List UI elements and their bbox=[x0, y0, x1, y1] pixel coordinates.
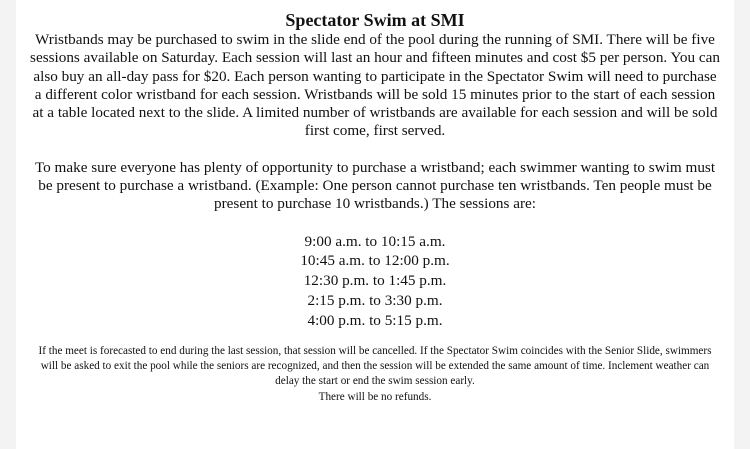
purchase-rules-paragraph: To make sure everyone has plenty of opportunity to purchase a wristband; each swimmer wanting to swim must be present to purchase a wristband. (Example: One person cannot purchase ten wristbands. Ten people must be present to purchase 10 wristbands.) The sessions are: bbox=[34, 158, 716, 213]
session-time: 2:15 p.m. to 3:30 p.m. bbox=[307, 292, 443, 310]
footnote bbox=[30, 344, 720, 406]
wristband-intro-paragraph: Wristbands may be purchased to swim in the slide end of the pool during the running of SMI. There will be five sessions available on Saturday. Each session will last an hour and fifteen minutes and cost $5 per person. You can also buy an all-day pass for $20. Each person wanting to participate in the Spectator Swim will need to purchase a different color wristband for each session. Wristbands will be sold 15 minutes prior to the start of each session at a table located next to the slide. A limited number of wristbands are available for each session and will be sold first come, first served. bbox=[30, 31, 720, 140]
session-time: 10:45 a.m. to 12:00 p.m. bbox=[300, 252, 450, 270]
cancellation-note: If the meet is forecasted to end during the last session, that session will be cancelled. If the Spectator Swim coincides with the Senior Slide, swimmers will be asked to exit the pool while the seniors are recognized, and then the session will be extended the same amount of time. Inclement weather can delay the start or end the swim session early. bbox=[38, 344, 712, 388]
session-time: 9:00 a.m. to 10:15 a.m. bbox=[304, 232, 446, 250]
session-time: 4:00 p.m. to 5:15 p.m. bbox=[307, 311, 443, 329]
no-refunds-note: There will be no refunds. bbox=[318, 390, 432, 403]
document-page bbox=[16, 0, 734, 449]
session-time: 12:30 p.m. to 1:45 p.m. bbox=[303, 272, 447, 290]
document-title: Spectator Swim at SMI bbox=[285, 10, 465, 30]
session-times-list bbox=[16, 232, 734, 331]
